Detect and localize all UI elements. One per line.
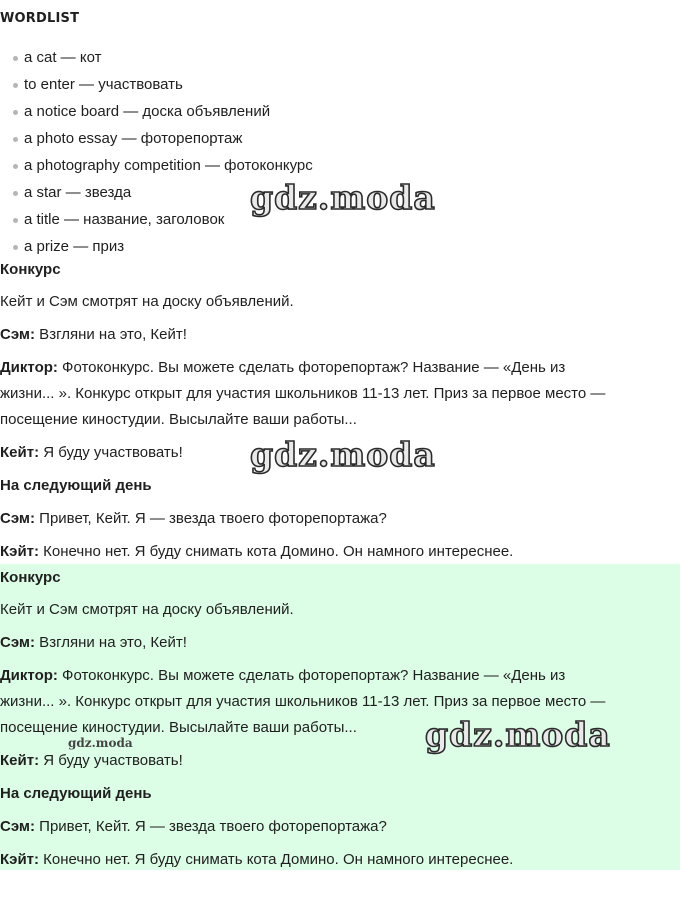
wordlist-item (0, 130, 313, 157)
speech-text: Я буду участвовать! (39, 752, 183, 769)
intro-paragraph: Кейт и Сэм смотрят на доску объявлений. (0, 293, 294, 310)
dialogue-line-kate-2 (0, 851, 513, 869)
dialogue-line-sam (0, 326, 187, 344)
speaker-label: Кейт: (0, 752, 40, 769)
watermark: gdz.moda (250, 435, 436, 474)
speaker-label: Кэйт: (0, 851, 40, 868)
dialogue-line-kate (0, 752, 183, 770)
speech-text: Взгляни на это, Кейт! (35, 634, 187, 651)
bullet-icon (13, 110, 18, 115)
bullet-icon (13, 83, 18, 88)
bullet-icon (13, 245, 18, 250)
wordlist-item-text: a photo essay — фоторепортаж (24, 130, 243, 147)
section-title: Конкурс (0, 569, 61, 586)
wordlist-item-text: a star — звезда (24, 184, 132, 201)
dialogue-line-sam-2 (0, 818, 387, 836)
dialogue-line-sam-2 (0, 510, 387, 528)
dialogue-line-narrator-1 (0, 667, 565, 685)
bullet-icon (13, 56, 18, 61)
wordlist-item (0, 103, 313, 130)
wordlist-heading: WORDLIST (0, 11, 80, 26)
next-day-heading: На следующий день (0, 477, 152, 494)
wordlist-item-text: a title — название, заголовок (24, 211, 225, 228)
section-title: Конкурс (0, 261, 61, 278)
wordlist-item-text: to enter — участвовать (24, 76, 183, 93)
speech-text: Конечно нет. Я буду снимать кота Домино. Он намного интереснее. (39, 851, 514, 868)
speaker-label: Сэм: (0, 510, 36, 527)
wordlist-item-text: a cat — кот (24, 49, 102, 66)
dialogue-line-narrator-3: посещение киностудии. Высылайте ваши работы... (0, 719, 357, 736)
bullet-icon (13, 137, 18, 142)
bullet-icon (13, 191, 18, 196)
dialogue-line-kate-2 (0, 543, 513, 561)
intro-paragraph: Кейт и Сэм смотрят на доску объявлений. (0, 601, 294, 618)
speaker-label: Кэйт: (0, 543, 40, 560)
next-day-heading: На следующий день (0, 785, 152, 802)
dialogue-line-narrator-2: жизни... ». Конкурс открыт для участия школьников 11-13 лет. Приз за первое место — (0, 693, 606, 710)
dialogue-line-narrator-2: жизни... ». Конкурс открыт для участия школьников 11-13 лет. Приз за первое место — (0, 385, 606, 402)
speech-text: Конечно нет. Я буду снимать кота Домино. Он намного интереснее. (39, 543, 514, 560)
speaker-label: Кейт: (0, 444, 40, 461)
speaker-label: Диктор: (0, 359, 58, 376)
dialogue-line-sam (0, 634, 187, 652)
wordlist-item-text: a photography competition — фотоконкурс (24, 157, 313, 174)
watermark: gdz.moda (425, 715, 611, 754)
speech-text: Я буду участвовать! (39, 444, 183, 461)
wordlist-item-text: a prize — приз (24, 238, 125, 255)
speaker-label: Сэм: (0, 818, 36, 835)
speaker-label: Диктор: (0, 667, 58, 684)
speech-text: Привет, Кейт. Я — звезда твоего фоторепортажа? (35, 510, 387, 527)
speech-text: Привет, Кейт. Я — звезда твоего фоторепортажа? (35, 818, 387, 835)
dialogue-line-narrator-1 (0, 359, 565, 377)
wordlist-item (0, 49, 313, 76)
speaker-label: Сэм: (0, 326, 36, 343)
bullet-icon (13, 218, 18, 223)
speech-text: Фотоконкурс. Вы можете сделать фоторепортаж? Название — «День из (57, 667, 566, 684)
speech-text: Фотоконкурс. Вы можете сделать фоторепортаж? Название — «День из (57, 359, 566, 376)
speaker-label: Сэм: (0, 634, 36, 651)
watermark: gdz.moda (250, 178, 436, 217)
dialogue-line-kate (0, 444, 183, 462)
speech-text: Взгляни на это, Кейт! (35, 326, 187, 343)
wordlist-item (0, 76, 313, 103)
watermark-small: gdz.moda (68, 736, 133, 750)
wordlist-item-text: a notice board — доска объявлений (24, 103, 271, 120)
dialogue-line-narrator-3: посещение киностудии. Высылайте ваши работы... (0, 411, 357, 428)
bullet-icon (13, 164, 18, 169)
wordlist (0, 49, 313, 265)
